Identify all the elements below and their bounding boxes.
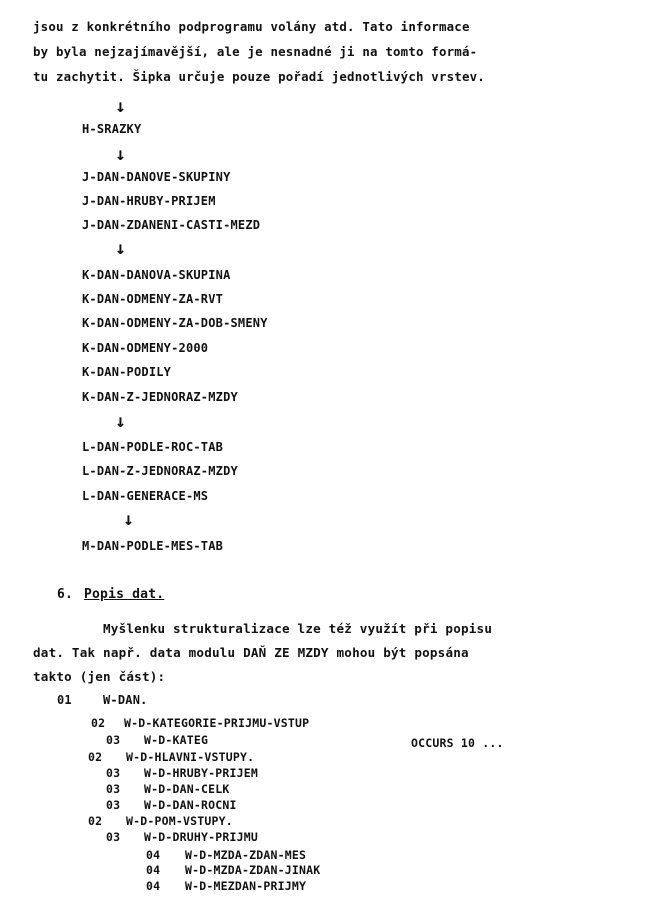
data-occurs-clause: OCCURS 10 ...: [411, 736, 504, 750]
data-field-name: W-D-MZDA-ZDAN-MES: [185, 848, 307, 862]
data-level: 04: [146, 848, 161, 862]
layer-m-item: M-DAN-PODLE-MES-TAB: [82, 539, 224, 553]
down-arrow-icon: ↓: [115, 238, 126, 259]
data-level: 01: [57, 693, 72, 707]
data-field-name: W-D-KATEG: [144, 733, 209, 747]
layer-k-item: K-DAN-PODILY: [82, 365, 172, 379]
data-field-name: W-D-MEZDAN-PRIJMY: [185, 879, 307, 893]
layer-k-item: K-DAN-ODMENY-ZA-RVT: [82, 292, 224, 306]
data-level: 02: [91, 716, 106, 730]
data-level: 04: [146, 863, 161, 877]
data-field-name: W-D-DAN-ROCNI: [144, 798, 237, 812]
section-number: 6.: [57, 587, 74, 602]
data-level: 03: [106, 798, 121, 812]
data-field-name: W-D-DRUHY-PRIJMU: [144, 830, 258, 844]
down-arrow-icon: ↓: [115, 96, 126, 117]
data-field-name: W-D-KATEGORIE-PRIJMU-VSTUP: [124, 716, 310, 730]
data-level: 02: [88, 750, 103, 764]
section-paragraph-line-1: Myšlenku strukturalizace lze též využít při popisu: [103, 621, 493, 636]
layer-k-item: K-DAN-ODMENY-ZA-DOB-SMENY: [82, 316, 268, 330]
data-field-name: W-D-HLAVNI-VSTUPY.: [126, 750, 255, 764]
down-arrow-icon: ↓: [115, 144, 126, 165]
data-level: 03: [106, 733, 121, 747]
layer-k-item: K-DAN-ODMENY-2000: [82, 341, 209, 355]
layer-j-item: J-DAN-ZDANENI-CASTI-MEZD: [82, 218, 261, 232]
intro-line-2: by byla nejzajímavější, ale je nesnadné ji na tomto formá-: [33, 44, 478, 59]
layer-k-item: K-DAN-Z-JEDNORAZ-MZDY: [82, 390, 238, 404]
section-paragraph-line-3: takto (jen část):: [33, 669, 166, 684]
data-field-name: W-D-POM-VSTUPY.: [126, 814, 233, 828]
intro-line-1: jsou z konkrétního podprogramu volány atd. Tato informace: [33, 19, 470, 34]
layer-l-item: L-DAN-GENERACE-MS: [82, 489, 209, 503]
layer-l-item: L-DAN-PODLE-ROC-TAB: [82, 440, 224, 454]
section-paragraph-line-2: dat. Tak např. data modulu DAŇ ZE MZDY mohou být popsána: [33, 645, 469, 660]
data-field-name: W-D-MZDA-ZDAN-JINAK: [185, 863, 321, 877]
data-level: 03: [106, 766, 121, 780]
layer-j-item: J-DAN-HRUBY-PRIJEM: [82, 194, 216, 208]
intro-line-3: tu zachytit. Šipka určuje pouze pořadí jednotlivých vrstev.: [33, 69, 485, 84]
data-field-name: W-D-DAN-CELK: [144, 782, 230, 796]
layer-j-item: J-DAN-DANOVE-SKUPINY: [82, 170, 231, 184]
layer-k-item: K-DAN-DANOVA-SKUPINA: [82, 268, 231, 282]
data-level: 02: [88, 814, 103, 828]
layer-l-item: L-DAN-Z-JEDNORAZ-MZDY: [82, 464, 238, 478]
data-field-name: W-DAN.: [103, 693, 148, 707]
data-level: 04: [146, 879, 161, 893]
layer-h-item: H-SRAZKY: [82, 122, 142, 136]
down-arrow-icon: ↓: [115, 411, 126, 432]
section-title: Popis dat.: [84, 587, 165, 602]
data-field-name: W-D-HRUBY-PRIJEM: [144, 766, 258, 780]
down-arrow-icon: ↓: [123, 509, 134, 530]
data-level: 03: [106, 782, 121, 796]
data-level: 03: [106, 830, 121, 844]
